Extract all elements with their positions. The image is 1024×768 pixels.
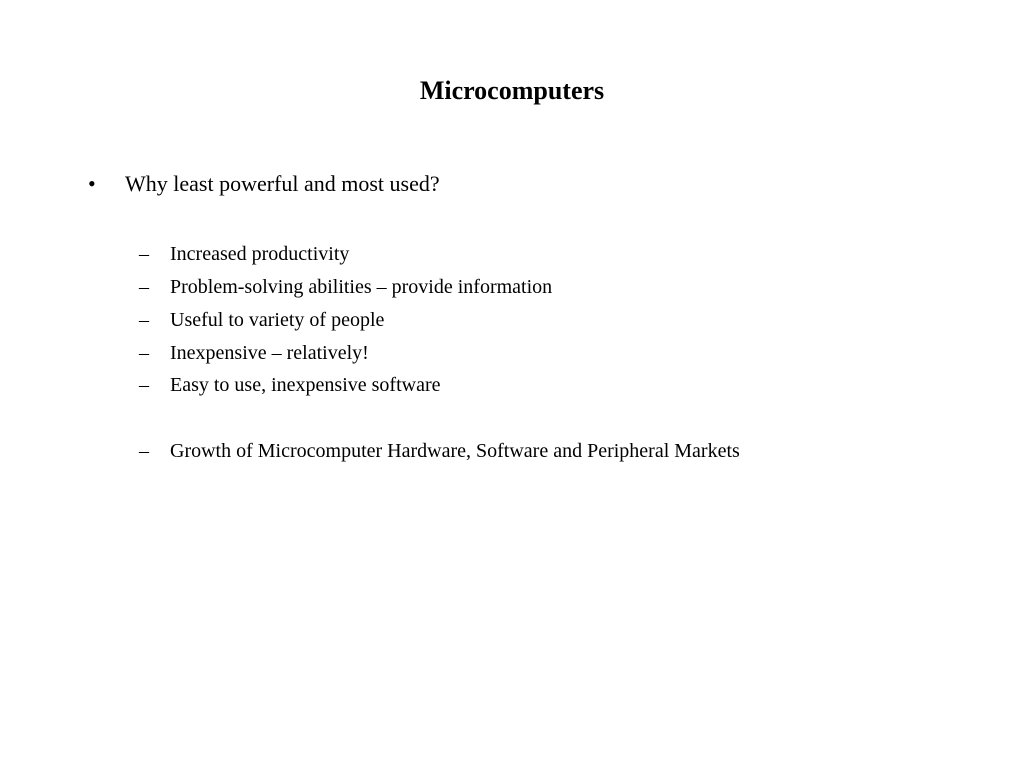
dash-icon: – bbox=[139, 309, 149, 331]
dash-icon: – bbox=[139, 440, 149, 462]
sub-bullet-item bbox=[0, 371, 1024, 399]
dash-icon: – bbox=[139, 342, 149, 364]
bullet-dot-icon: • bbox=[88, 171, 96, 196]
sub-bullet-text: Inexpensive – relatively! bbox=[170, 342, 369, 364]
dash-icon: – bbox=[139, 243, 149, 265]
sub-bullet-text: Easy to use, inexpensive software bbox=[170, 374, 441, 396]
main-bullet bbox=[0, 168, 1024, 200]
sub-bullet-text: Useful to variety of people bbox=[170, 309, 385, 331]
dash-icon: – bbox=[139, 374, 149, 396]
sub-bullet-text: Growth of Microcomputer Hardware, Software and Peripheral Markets bbox=[170, 440, 740, 462]
sub-bullet-text: Increased productivity bbox=[170, 243, 350, 265]
dash-icon: – bbox=[139, 276, 149, 298]
slide-title: Microcomputers bbox=[419, 76, 605, 105]
sub-bullet-item bbox=[0, 273, 1024, 301]
sub-bullet-item bbox=[0, 306, 1024, 334]
sub-bullet-item bbox=[0, 240, 1024, 268]
sub-bullet-item bbox=[0, 437, 1024, 465]
sub-bullet-text: Problem-solving abilities – provide information bbox=[170, 276, 553, 298]
sub-bullet-item bbox=[0, 339, 1024, 367]
main-bullet-text: Why least powerful and most used? bbox=[125, 171, 440, 196]
